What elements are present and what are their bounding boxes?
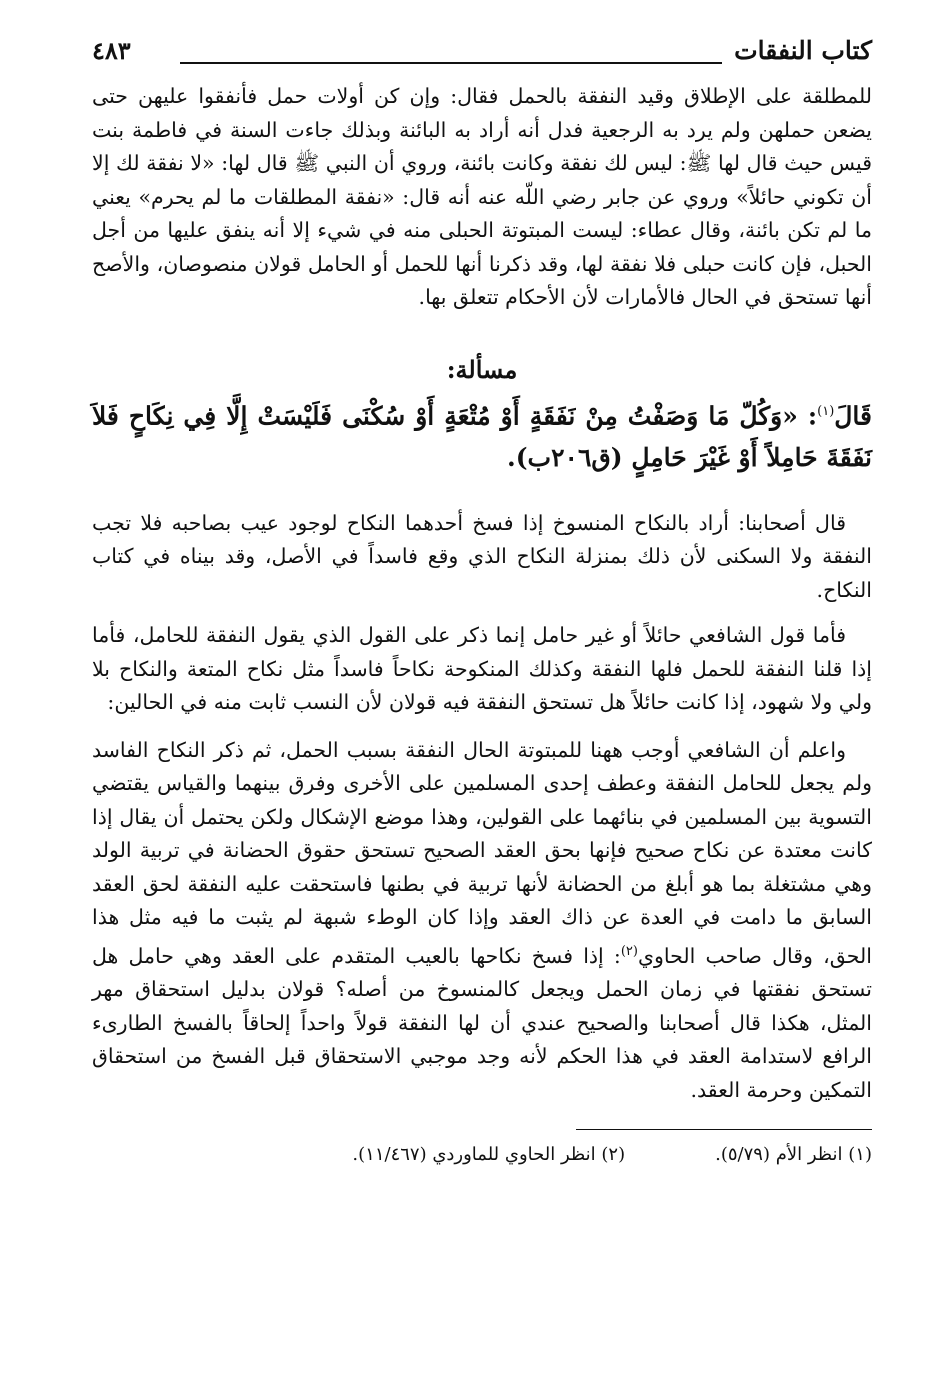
book-page (92, 30, 872, 1165)
paragraph-4 (92, 734, 872, 1107)
chapter-title: كتاب النفقات (734, 36, 872, 65)
paragraph-3: فأما قول الشافعي حائلاً أو غير حامل إنما ذكر على القول الذي يقول النفقة للحامل، فأما إذا قلنا النفقة للحمل فلها النفقة وكذلك المنكوحة نكاحاً فاسداً مثل نكاح المتعة والنكاح بلا ولي ولا شهود، إذا كانت حائلاً هل تستحق النفقة فيه قولان لأن النسب ثابت منه في الحالين: (92, 623, 872, 715)
quoted-text (92, 391, 872, 479)
paragraph-1: للمطلقة على الإطلاق وقيد النفقة بالحمل فقال: وإن كن أولات حمل فأنفقوا عليهن حتى يضعن حملهن ولم يرد به الرجعية فدل أنه أراد به البائنة وبذلك جاءت السنة في فاطمة بنت قيس حيث قال لها ﷺ: ليس لك نفقة وكانت بائنة، وروي أن النبي ﷺ قال لها: «لا نفقة لك إلا أن تكوني حائلاً» وروي عن جابر رضي اللّه عنه أنه قال: «نفقة المطلقات ما لم يحرم» يعني ما لم تكن بائنة، وقال عطاء: ليست المبتوتة الحبلى منه في شيء إلا أنه ينفق عليها من أجل الحبل، فإن كانت حبلى فلا نفقة لها، وقد ذكرنا أنها للحمل أو الحامل قولان منصوصان، والأصح أنها تستحق في الحال فالأمارات لأن الأحكام تتعلق بها. (92, 84, 872, 309)
header-rule (180, 62, 722, 64)
paragraph-4-part-1: واعلم أن الشافعي أوجب ههنا للمبتوتة الحال النفقة بسبب الحمل، ثم ذكر النكاح الفاسد ولم يجعل للحامل النفقة وعطف إحدى المسلمين على الأخرى وفرق بينهما والقياس يقتضي التسوية بين المسلمين في بنائهما على القولين، وهذا موضع الإشكال ولكن يحتمل أن يقال إذا كانت معتدة عن نكاح صحيح فإنها بحق العقد الصحيح تستحق حقوق الحضانة في تربية الولد وهي مشتغلة بما هو أبلغ من الحضانة لأنها تربية في بطنها فاستحقت عليه النفقة لحق العقد السابق ما دامت في العدة عن ذاك العقد وإذا كان الوطء شبهة لم يثبت ما فيه مثل هذا الحق، وقال صاحب الحاوي (92, 737, 872, 968)
paragraph-2: قال أصحابنا: أراد بالنكاح المنسوخ إذا فسخ أحدهما النكاح لوجود عيب بصاحبه فلا تجب النفقة ولا السكنى لأن ذلك بمنزلة النكاح الذي وقع فاسداً في الأصل، وقد بيناه في كتاب النكاح. (92, 510, 872, 602)
page-header (92, 30, 872, 74)
footnote-ref-1: (١) (817, 403, 835, 419)
footnotes (92, 1144, 872, 1165)
section-title: مسألة: (446, 354, 518, 384)
quote-opening: قَالَ (834, 400, 872, 430)
page-number: ٤٨٣ (92, 36, 131, 65)
paragraph-4-part-2: : إذا فسخ نكاحها بالعيب المتقدم على العقد وهي حامل هل تستحق نفقتها في زمان الحمل ويجعل كالمنسوخ من أصله؟ قولان بدليل استحقاق مهر المثل، هكذا قال أصحابنا والصحيح عندي أن لها النفقة قولاً واحداً إلحاقاً بالفسخ الطارىء الرافع لاستدامة العقد في هذا الحكم لأنه وجد موجبي الاستحقاق قبل الفسخ من استحقاق التمكين وحرمة العقد. (92, 943, 872, 1102)
footnote-rule (576, 1129, 872, 1130)
quote-body: : «وَكُلّ مَا وَصَفْتُ مِنْ نَفَقَةٍ أَوْ مُتْعَةٍ أَوْ سُكْنَى فَلَيْسَتْ إِلَّا فِي نِكَاحٍ فَلاَ نَفَقَةَ حَامِلاً أَوْ غَيْرَ حَامِلٍ (ق٢٠٦ب). (92, 400, 872, 472)
footnote-1: (١) انظر الأم (٥/٧٩). (715, 1144, 872, 1166)
footnote-2: (٢) انظر الحاوي للماوردي (١١/٤٦٧). (352, 1144, 626, 1166)
footnote-ref-2: (٢) (620, 943, 638, 959)
